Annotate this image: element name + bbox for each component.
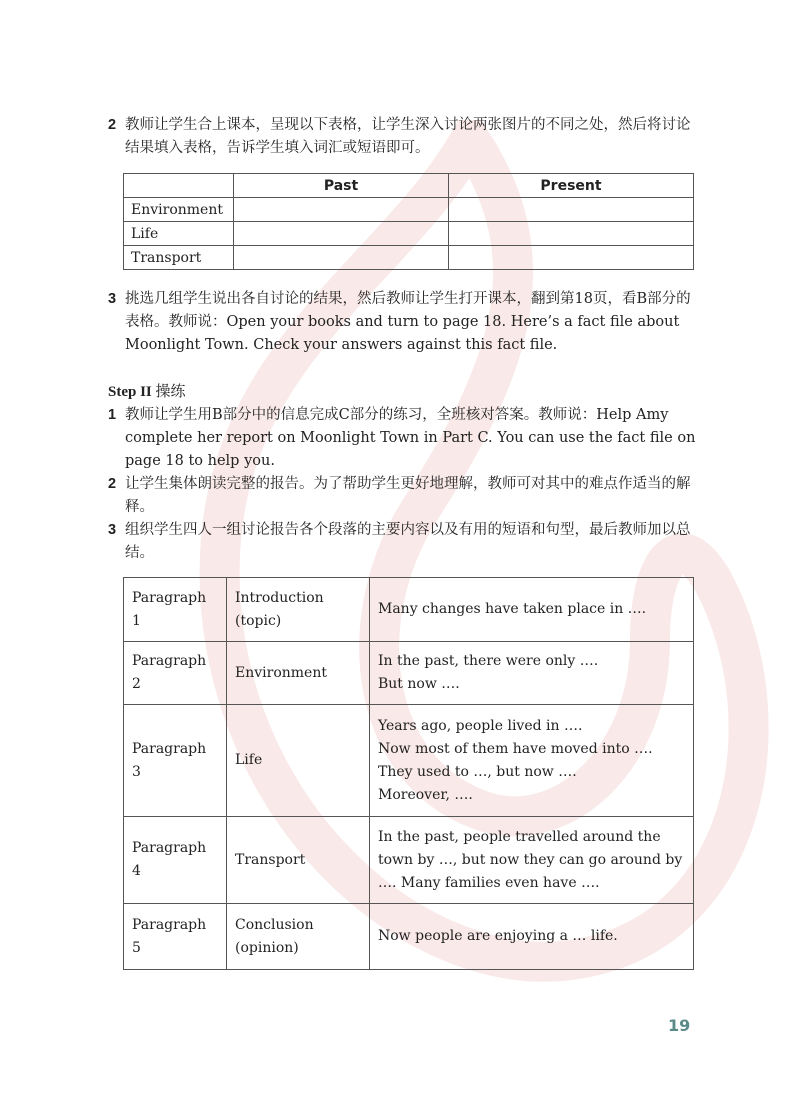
paragraph-label: Paragraph 3 xyxy=(124,705,227,817)
table-row xyxy=(124,222,694,246)
item-text: 组织学生四人一组讨论报告各个段落的主要内容以及有用的短语和句型，最后教师加以总结。 xyxy=(125,522,691,561)
sentence-cell xyxy=(370,817,694,904)
table-row xyxy=(124,578,694,642)
row-label-transport: Transport xyxy=(124,246,234,270)
sentence-line: In the past, people travelled around the xyxy=(378,828,661,845)
section-line: (topic) xyxy=(235,612,282,629)
intro-item-2 xyxy=(108,114,696,160)
step-item-2 xyxy=(108,473,696,519)
item-text: 教师让学生合上课本，呈现以下表格，让学生深入讨论两张图片的不同之处，然后将讨论结果填入表格，告诉学生填入词汇或短语即可。 xyxy=(125,117,691,156)
sentence-line: Now most of them have moved into …. xyxy=(378,740,653,757)
sentence-line: But now …. xyxy=(378,676,460,692)
section-line: Life xyxy=(235,752,263,768)
sentence-line: Many changes have taken place in …. xyxy=(378,601,647,617)
item-number: 1 xyxy=(108,407,117,423)
page-number: 19 xyxy=(668,1016,691,1035)
sentence-line: They used to …, but now …. xyxy=(378,763,577,780)
section-cell xyxy=(227,578,370,642)
table-header-row xyxy=(124,174,694,198)
paragraph-structure-table xyxy=(123,577,694,970)
paragraph-label: Paragraph 1 xyxy=(124,578,227,642)
item-number: 2 xyxy=(108,117,117,133)
sentence-line: Now people are enjoying a … life. xyxy=(378,928,618,944)
sentence-line: Moreover, …. xyxy=(378,786,473,803)
table-row xyxy=(124,817,694,904)
item-text: 让学生集体朗读完整的报告。为了帮助学生更好地理解，教师可对其中的难点作适当的解释。 xyxy=(125,476,691,515)
blank-cell xyxy=(234,222,449,246)
section-line: Conclusion xyxy=(235,916,314,933)
step-heading-cn: 操练 xyxy=(155,384,186,400)
table-row xyxy=(124,705,694,817)
step-item-3 xyxy=(108,519,696,565)
intro-item-3 xyxy=(108,288,696,357)
item-number: 3 xyxy=(108,291,117,307)
section-line: Environment xyxy=(235,664,327,681)
sentence-cell xyxy=(370,642,694,705)
sentence-line: In the past, there were only …. xyxy=(378,653,599,669)
blank-cell xyxy=(449,246,694,270)
item-number: 3 xyxy=(108,522,117,538)
table-row xyxy=(124,246,694,270)
sentence-line: town by …, but now they can go around by xyxy=(378,851,683,868)
paragraph-label: Paragraph 5 xyxy=(124,904,227,970)
header-past: Past xyxy=(234,174,449,198)
blank-cell xyxy=(449,222,694,246)
comparison-table xyxy=(123,173,694,270)
paragraph-label: Paragraph 2 xyxy=(124,642,227,705)
blank-cell xyxy=(234,198,449,222)
table-row xyxy=(124,642,694,705)
sentence-cell xyxy=(370,578,694,642)
row-label-environment: Environment xyxy=(124,198,234,222)
blank-cell xyxy=(449,198,694,222)
section-line: (opinion) xyxy=(235,939,299,956)
section-cell xyxy=(227,705,370,817)
sentence-cell xyxy=(370,904,694,970)
section-line: Transport xyxy=(235,851,306,868)
paragraph-label: Paragraph 4 xyxy=(124,817,227,904)
item-text: 挑选几组学生说出各自讨论的结果，然后教师让学生打开课本，翻到第18页，看B部分的表格。教师说：Open your books and turn to page 18. Here’s a fact file about Moonlight Town. Check your answers against this fact file. xyxy=(125,291,691,353)
section-cell xyxy=(227,642,370,705)
sentence-line: Years ago, people lived in …. xyxy=(378,717,583,734)
step-item-1 xyxy=(108,404,696,473)
sentence-line: …. Many families even have …. xyxy=(378,874,600,891)
item-text: 教师让学生用B部分中的信息完成C部分的练习，全班核对答案。教师说：Help Amy complete her report on Moonlight Town in Part C. You can use the fact file on page 18 to help you. xyxy=(125,407,696,469)
sentence-cell xyxy=(370,705,694,817)
row-label-life: Life xyxy=(124,222,234,246)
header-cell-empty xyxy=(124,174,234,198)
step-heading xyxy=(108,380,186,401)
table-row xyxy=(124,198,694,222)
blank-cell xyxy=(234,246,449,270)
header-present: Present xyxy=(449,174,694,198)
step-heading-en: Step II xyxy=(108,384,152,400)
section-cell xyxy=(227,817,370,904)
item-number: 2 xyxy=(108,476,117,492)
section-line: Introduction xyxy=(235,589,324,606)
table-row xyxy=(124,904,694,970)
section-cell xyxy=(227,904,370,970)
